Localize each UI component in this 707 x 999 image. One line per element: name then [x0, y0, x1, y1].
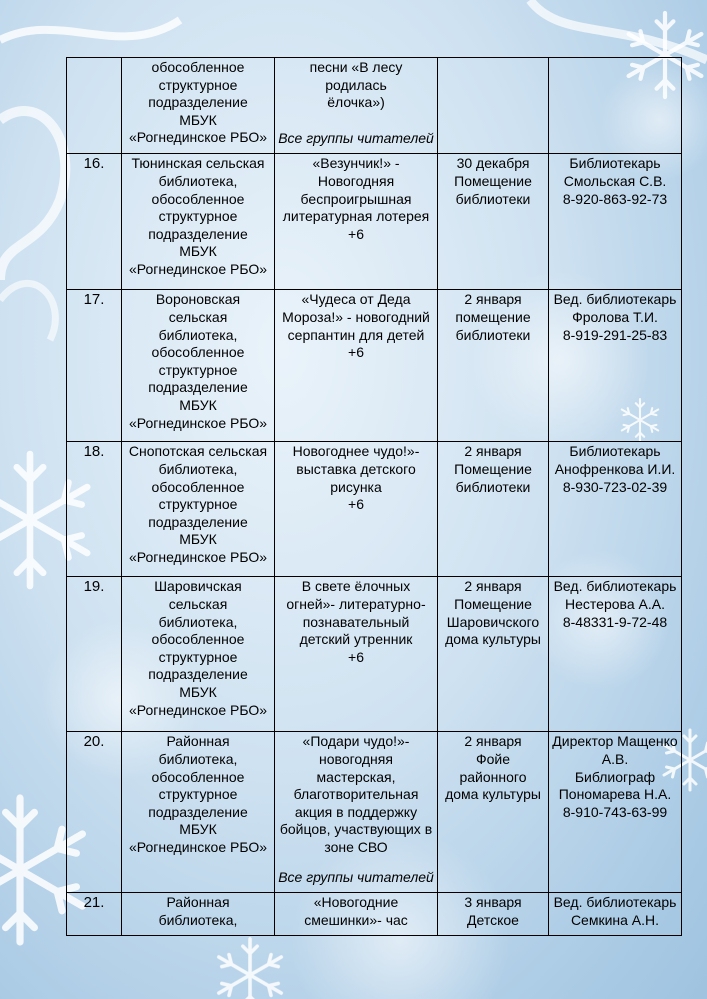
row-number: 17. [67, 290, 122, 442]
table-row [67, 290, 682, 442]
event-line: Новогоднее чудо!»- [292, 443, 420, 460]
responsible-line: Вед. библиотекарь [553, 578, 677, 595]
event-line: литературная лотерея [282, 208, 430, 225]
place-line: обособленное [151, 190, 245, 207]
event-line: ёлочка») [327, 94, 385, 111]
place-line: обособленное [151, 478, 245, 495]
responsible-cell [549, 577, 682, 732]
date-line: помещение [455, 308, 531, 325]
place-line: структурное [158, 208, 238, 225]
place-line: структурное [158, 361, 238, 378]
event-line: детский утренник [299, 631, 413, 648]
table-row [67, 732, 682, 893]
date-cell [438, 154, 549, 290]
event-line: «Подари чудо!»- [302, 733, 410, 750]
table-row [67, 58, 682, 154]
event-line: Новогодняя [317, 172, 395, 189]
date-line: Шаровичского [446, 613, 540, 630]
event-note: Все группы читателей [278, 868, 434, 885]
event-cell [275, 58, 438, 154]
place-line: подразделение [148, 225, 248, 242]
event-line: серпантин для детей [287, 326, 425, 343]
place-line: библиотека, [158, 326, 238, 343]
date-cell [438, 58, 549, 154]
responsible-line: Библиотекарь [569, 443, 661, 460]
responsible-line: А.В. [601, 750, 629, 767]
place-line: структурное [158, 648, 238, 665]
date-line: 2 января [464, 291, 522, 308]
event-line: беспроигрышная [300, 190, 412, 207]
place-line: Вороновская [155, 291, 241, 308]
place-line: «Рогнединское РБО» [128, 701, 268, 718]
place-line: МБУК [179, 683, 217, 700]
date-cell [438, 893, 549, 936]
event-line: +6 [348, 225, 364, 242]
event-line: Мороза!» - новогодний [282, 308, 430, 325]
place-line: МБУК [179, 396, 217, 413]
event-cell [275, 893, 438, 936]
place-cell [122, 290, 275, 442]
place-line: Тюнинская сельская [131, 155, 265, 172]
place-line: библиотека, [158, 460, 238, 477]
responsible-cell [549, 154, 682, 290]
table-row [67, 442, 682, 577]
event-line: +6 [348, 496, 364, 513]
event-line: познавательный [302, 613, 410, 630]
date-line: Фойе [475, 750, 511, 767]
row-number: 19. [67, 577, 122, 732]
event-line: зоне СВО [324, 838, 388, 855]
place-line: структурное [158, 76, 238, 93]
event-line: новогодняя мастерская, [316, 750, 396, 785]
date-line: дома культуры [445, 631, 541, 648]
place-cell [122, 154, 275, 290]
place-line: «Рогнединское РБО» [128, 414, 268, 431]
event-line: благотворительная [293, 786, 419, 803]
responsible-cell [549, 732, 682, 893]
responsible-cell [549, 442, 682, 577]
table-row [67, 154, 682, 290]
row-number: 21. [67, 893, 122, 936]
place-line: Районная [166, 733, 230, 750]
place-cell [122, 442, 275, 577]
date-line: 3 января [464, 894, 522, 911]
responsible-line: Смольская С.В. [563, 172, 667, 189]
event-line: +6 [348, 648, 364, 665]
place-line: обособленное [151, 768, 245, 785]
place-cell [122, 58, 275, 154]
row-number: 18. [67, 442, 122, 577]
place-line: сельская [168, 595, 228, 612]
date-line: 2 января [464, 443, 522, 460]
date-line: библиотеки [455, 326, 531, 343]
place-line: «Рогнединское РБО» [128, 129, 268, 146]
event-line: выставка детского [296, 460, 416, 477]
date-cell [438, 577, 549, 732]
responsible-line: Библиограф [574, 768, 656, 785]
event-cell [275, 732, 438, 893]
responsible-line: 8-920-863-92-73 [562, 190, 668, 207]
place-cell [122, 732, 275, 893]
event-line: В свете ёлочных [301, 578, 411, 595]
event-line: огней»- литературно- [286, 595, 426, 612]
date-line: 30 декабря [456, 155, 530, 172]
place-line: МБУК [179, 821, 217, 838]
event-line: смешинки»- час [304, 911, 408, 928]
event-line: бойцов, участвующих в [279, 821, 433, 838]
place-line: Районная [166, 894, 230, 911]
place-line: библиотека, [158, 911, 238, 928]
place-line: структурное [158, 786, 238, 803]
date-cell [438, 442, 549, 577]
responsible-line: 8-930-723-02-39 [562, 478, 668, 495]
place-line: обособленное [151, 344, 245, 361]
date-line: дома культуры [445, 786, 541, 803]
table-row [67, 893, 682, 936]
place-line: подразделение [148, 94, 248, 111]
place-line: МБУК [179, 111, 217, 128]
place-line: библиотека, [158, 172, 238, 189]
event-line: песни «В лесу родилась [309, 59, 403, 93]
place-line: подразделение [148, 379, 248, 396]
date-cell [438, 290, 549, 442]
event-cell [275, 290, 438, 442]
place-line: библиотека, [158, 613, 238, 630]
place-cell [122, 577, 275, 732]
responsible-line: Директор Мащенко [552, 733, 678, 750]
responsible-line: Нестерова А.А. [565, 595, 665, 612]
event-cell [275, 154, 438, 290]
event-note: Все группы читателей [278, 129, 434, 146]
date-line: 2 января [464, 733, 522, 750]
events-table-body [67, 58, 682, 936]
event-line: +6 [348, 344, 364, 361]
place-line: подразделение [148, 666, 248, 683]
date-line: Помещение [454, 172, 532, 189]
date-line: Детское [467, 911, 519, 928]
place-line: библиотека, [158, 750, 238, 767]
date-line: Помещение [454, 460, 532, 477]
place-line: обособленное [151, 59, 245, 75]
responsible-line: Пономарева Н.А. [558, 786, 672, 803]
events-table [66, 57, 682, 936]
place-line: Шаровичская [154, 578, 242, 595]
place-line: структурное [158, 496, 238, 513]
event-cell [275, 577, 438, 732]
place-line: «Рогнединское РБО» [128, 260, 268, 277]
responsible-cell [549, 290, 682, 442]
responsible-line: 8-910-743-63-99 [562, 803, 668, 820]
responsible-line: 8-919-291-25-83 [562, 326, 668, 343]
place-line: сельская [168, 308, 228, 325]
place-cell [122, 893, 275, 936]
place-line: обособленное [151, 631, 245, 648]
responsible-line: Библиотекарь [569, 155, 661, 172]
responsible-line: Семкина А.Н. [570, 911, 660, 928]
date-line: районного [459, 768, 527, 785]
event-line: акция в поддержку [294, 803, 418, 820]
row-number: 20. [67, 732, 122, 893]
date-line: 2 января [464, 578, 522, 595]
responsible-cell [549, 893, 682, 936]
responsible-line: 8-48331-9-72-48 [562, 613, 668, 630]
place-line: МБУК [179, 531, 217, 548]
date-line: библиотеки [455, 478, 531, 495]
responsible-line: Анофренкова И.И. [554, 460, 676, 477]
row-number [67, 58, 122, 154]
event-line: рисунка [330, 478, 382, 495]
place-line: «Рогнединское РБО» [128, 548, 268, 565]
date-line: Помещение [454, 595, 532, 612]
table-row [67, 577, 682, 732]
row-number: 16. [67, 154, 122, 290]
place-line: подразделение [148, 513, 248, 530]
responsible-line: Вед. библиотекарь [553, 291, 677, 308]
date-cell [438, 732, 549, 893]
event-cell [275, 442, 438, 577]
responsible-line: Фролова Т.И. [572, 308, 658, 325]
date-line: библиотеки [455, 190, 531, 207]
event-line: «Везунчик!» - [312, 155, 400, 172]
event-line: «Новогодние [313, 894, 399, 911]
place-line: МБУК [179, 243, 217, 260]
responsible-line: Вед. библиотекарь [553, 894, 677, 911]
place-line: Снопотская сельская [128, 443, 268, 460]
event-line: «Чудеса от Деда [301, 291, 411, 308]
place-line: «Рогнединское РБО» [128, 838, 268, 855]
responsible-cell [549, 58, 682, 154]
place-line: подразделение [148, 803, 248, 820]
